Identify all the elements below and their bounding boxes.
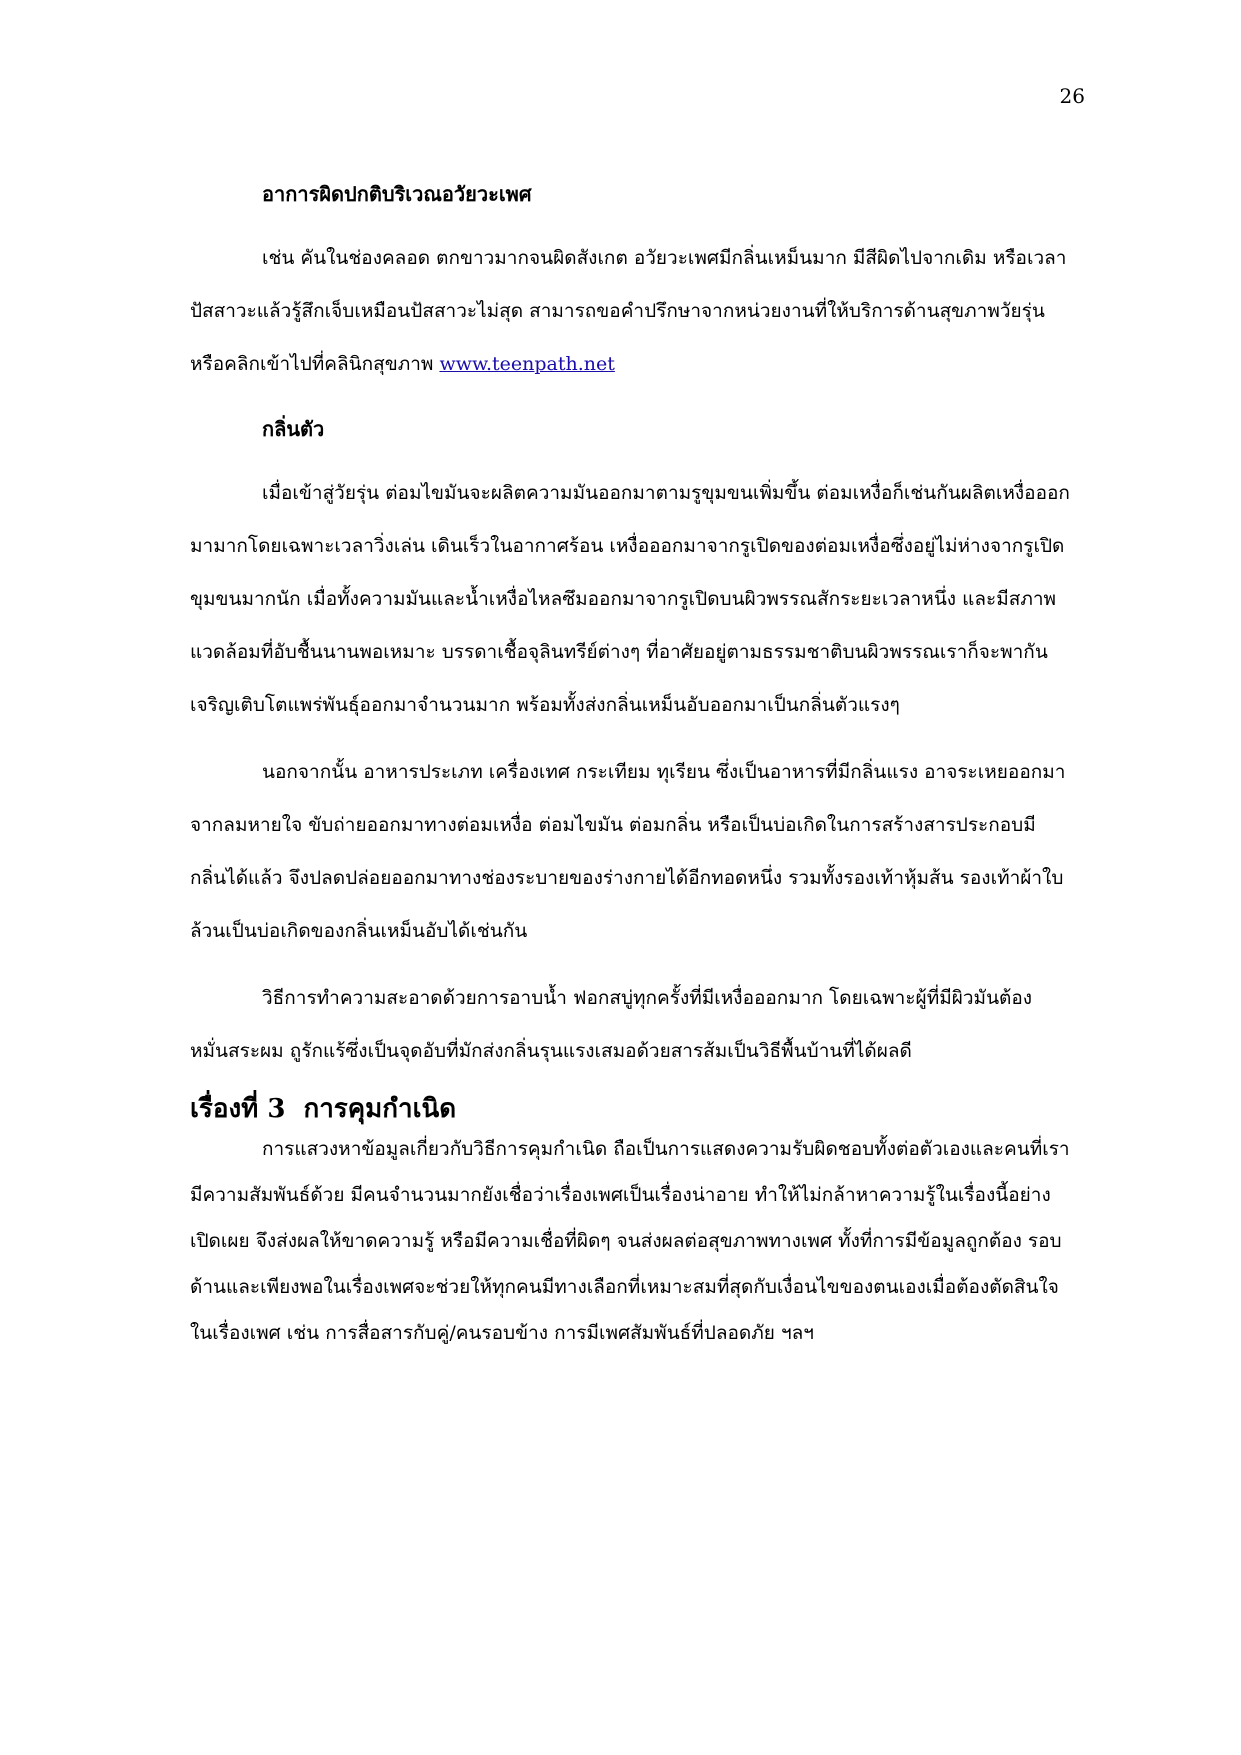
paragraph-body-odor-2: นอกจากนั้น อาหารประเภท เครื่องเทศ กระเทียม ทุเรียน ซึ่งเป็นอาหารที่มีกลิ่นแรง อาจระเหยออกมาจากลมหายใจ ขับถ่ายออกมาทางต่อมเหงื่อ ต่อมไขมัน ต่อมกลิ่น หรือเป็นบ่อเกิดในการสร้างสารประกอบมีกลิ่นได้แล้ว จึงปลดปล่อยออกมาทางช่องระบายของร่างกายได้อีกทอดหนึ่ง รวมทั้งรองเท้าหุ้มส้น รองเท้าผ้าใบ ล้วนเป็นบ่อเกิดของกลิ่นเหม็นอับได้เช่นกัน [190,761,1066,942]
section-title: การคุมกำเนิด [303,1094,457,1124]
paragraph-body-odor-1: เมื่อเข้าสู่วัยรุ่น ต่อมไขมันจะผลิตความมันออกมาตามรูขุมขนเพิ่มขึ้น ต่อมเหงื่อก็เช่นกันผลิตเหงื่อออกมามากโดยเฉพาะเวลาวิ่งเล่น เดินเร็วในอากาศร้อน เหงื่อออกมาจากรูเปิดของต่อมเหงื่อซึ่งอยู่ไม่ห่างจากรูเปิดขุมขนมากนัก เมื่อทั้งความมันและน้ำเหงื่อไหลซึมออกมาจากรูเปิดบนผิวพรรณสักระยะเวลาหนึ่ง และมีสภาพแวดล้อมที่อับชื้นนานพอเหมาะ บรรดาเชื้อจุลินทรีย์ต่างๆ ที่อาศัยอยู่ตามธรรมชาติบนผิวพรรณเราก็จะพากันเจริญเติบโตแพร่พันธุ์ออกมาจำนวนมาก พร้อมทั้งส่งกลิ่นเหม็นอับออกมาเป็นกลิ่นตัวแรงๆ [190,482,1070,716]
teenpath-link[interactable]: www.teenpath.net [439,353,615,375]
section-heading-birth-control [190,1092,1070,1126]
section-number: เรื่องที่ 3 [190,1094,286,1124]
paragraph-genital-symptoms [190,232,1070,391]
paragraph-body-odor-3: วิธีการทำความสะอาดด้วยการอาบน้ำ ฟอกสบู่ทุกครั้งที่มีเหงื่อออกมาก โดยเฉพาะผู้ที่มีผิวมันต้องหมั่นสระผม ถูรักแร้ซึ่งเป็นจุดอับที่มักส่งกลิ่นรุนแรงเสมอด้วยสารส้มเป็นวิธีพื้นบ้านที่ได้ผลดี [190,987,1033,1062]
paragraph-birth-control: การแสวงหาข้อมูลเกี่ยวกับวิธีการคุมกำเนิด ถือเป็นการแสดงความรับผิดชอบทั้งต่อตัวเองและคนที่เรามีความสัมพันธ์ด้วย มีคนจำนวนมากยังเชื่อว่าเรื่องเพศเป็นเรื่องน่าอาย ทำให้ไม่กล้าหาความรู้ในเรื่องนี้อย่างเปิดเผย จึงส่งผลให้ขาดความรู้ หรือมีความเชื่อที่ผิดๆ จนส่งผลต่อสุขภาพทางเพศ ทั้งที่การมีข้อมูลถูกต้อง รอบด้านและเพียงพอในเรื่องเพศจะช่วยให้ทุกคนมีทางเลือกที่เหมาะสมที่สุดกับเงื่อนไขของตนเองเมื่อต้องตัดสินใจในเรื่องเพศ เช่น การสื่อสารกับคู่/คนรอบข้าง การมีเพศสัมพันธ์ที่ปลอดภัย ฯลฯ [190,1138,1070,1344]
page-content [190,180,1070,1356]
subheading-genital-symptoms: อาการผิดปกติบริเวณอวัยวะเพศ [262,182,532,206]
paragraph-genital-text: เช่น คันในช่องคลอด ตกขาวมากจนผิดสังเกต อวัยวะเพศมีกลิ่นเหม็นมาก มีสีผิดไปจากเดิม หรือเวลาปัสสาวะแล้วรู้สึกเจ็บเหมือนปัสสาวะไม่สุด สามารถขอคำปรึกษาจากหน่วยงานที่ให้บริการด้านสุขภาพวัยรุ่น หรือคลิกเข้าไปที่คลินิกสุขภาพ [190,247,1067,375]
subheading-body-odor: กลิ่นตัว [262,417,325,441]
page-number: 26 [1059,84,1085,108]
